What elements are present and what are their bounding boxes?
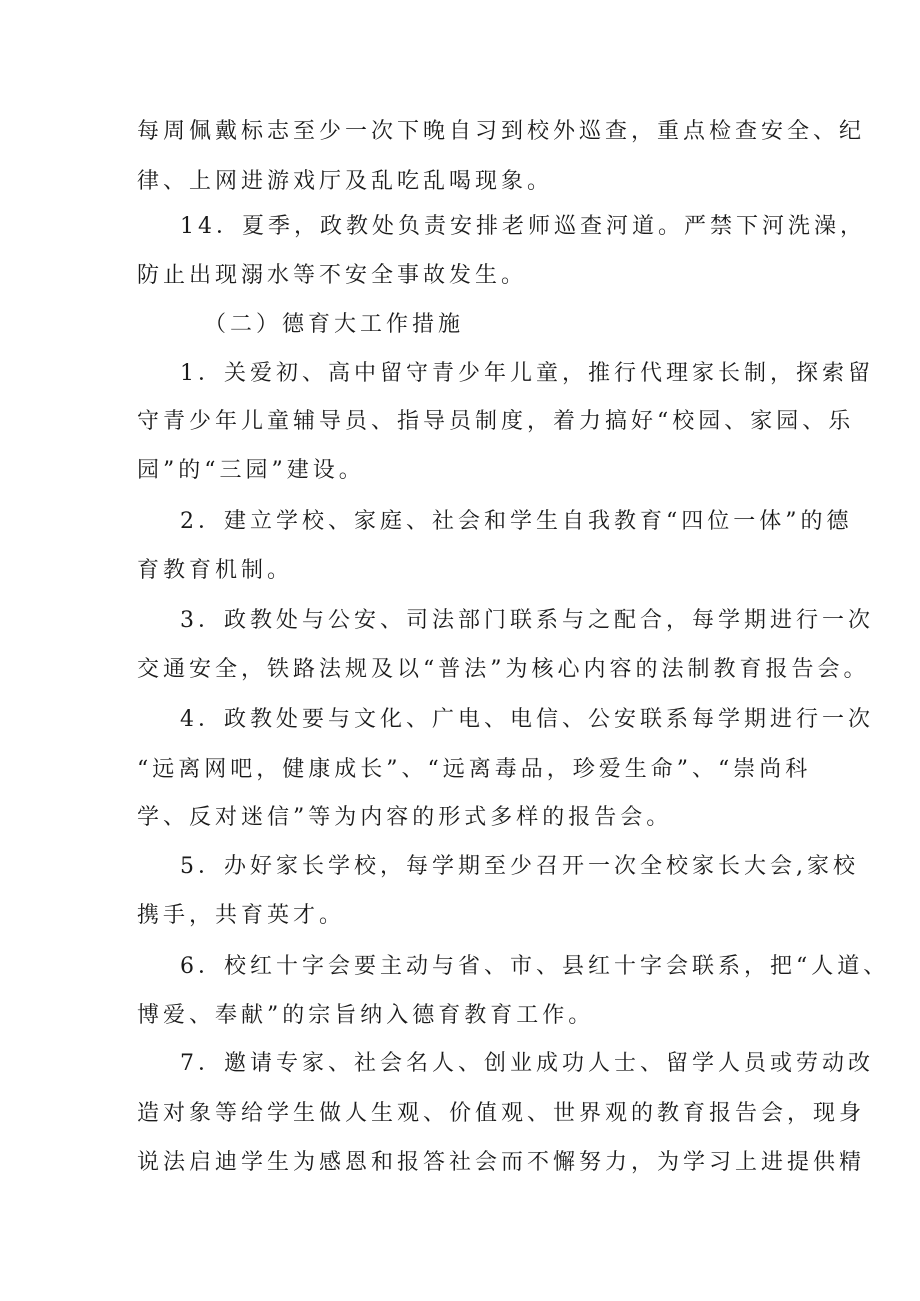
text-line: 守青少年儿童辅导员、指导员制度，着力搞好“校园、家园、乐 (137, 409, 855, 434)
text-line: 每周佩戴标志至少一次下晚自习到校外巡查，重点检查安全、纪 (137, 119, 866, 144)
text-line: 交通安全，铁路法规及以“普法”为核心内容的法制教育报告会。 (137, 657, 870, 682)
text-line: 园”的“三园”建设。 (137, 458, 365, 483)
text-line: 5．办好家长学校，每学期至少召开一次全校家长大会,家校 (180, 854, 859, 879)
text-line: 6．校红十字会要主动与省、市、县红十字会联系，把“人道、 (180, 954, 890, 979)
text-line: 14．夏季，政教处负责安排老师巡查河道。严禁下河洗澡， (180, 214, 866, 239)
text-line: 防止出现溺水等不安全事故发生。 (137, 263, 528, 288)
section-heading: （二）德育大工作措施 (204, 312, 465, 337)
text-line: 7．邀请专家、社会名人、创业成功人士、留学人员或劳动改 (180, 1051, 874, 1076)
text-line: 说法启迪学生为感恩和报答社会而不懈努力，为学习上进提供精 (137, 1150, 866, 1175)
text-line: 4．政教处要与文化、广电、电信、公安联系每学期进行一次 (180, 707, 874, 732)
text-line: 律、上网进游戏厅及乱吃乱喝现象。 (137, 169, 554, 194)
text-line: 3．政教处与公安、司法部门联系与之配合，每学期进行一次 (180, 608, 874, 633)
text-line: 育教育机制。 (137, 558, 294, 583)
text-line: 博爱、奉献”的宗旨纳入德育教育工作。 (137, 1003, 595, 1028)
text-line: 2．建立学校、家庭、社会和学生自我教育“四位一体”的德 (180, 509, 853, 534)
text-line: 学、反对迷信”等为内容的形式多样的报告会。 (137, 805, 673, 830)
text-line: “远离网吧，健康成长”、“远离毒品，珍爱生命”、“崇尚科 (137, 757, 812, 782)
text-line: 携手，共育英才。 (137, 903, 346, 928)
text-line: 1．关爱初、高中留守青少年儿童，推行代理家长制，探索留 (180, 361, 874, 386)
text-line: 造对象等给学生做人生观、价值观、世界观的教育报告会，现身 (137, 1101, 866, 1126)
